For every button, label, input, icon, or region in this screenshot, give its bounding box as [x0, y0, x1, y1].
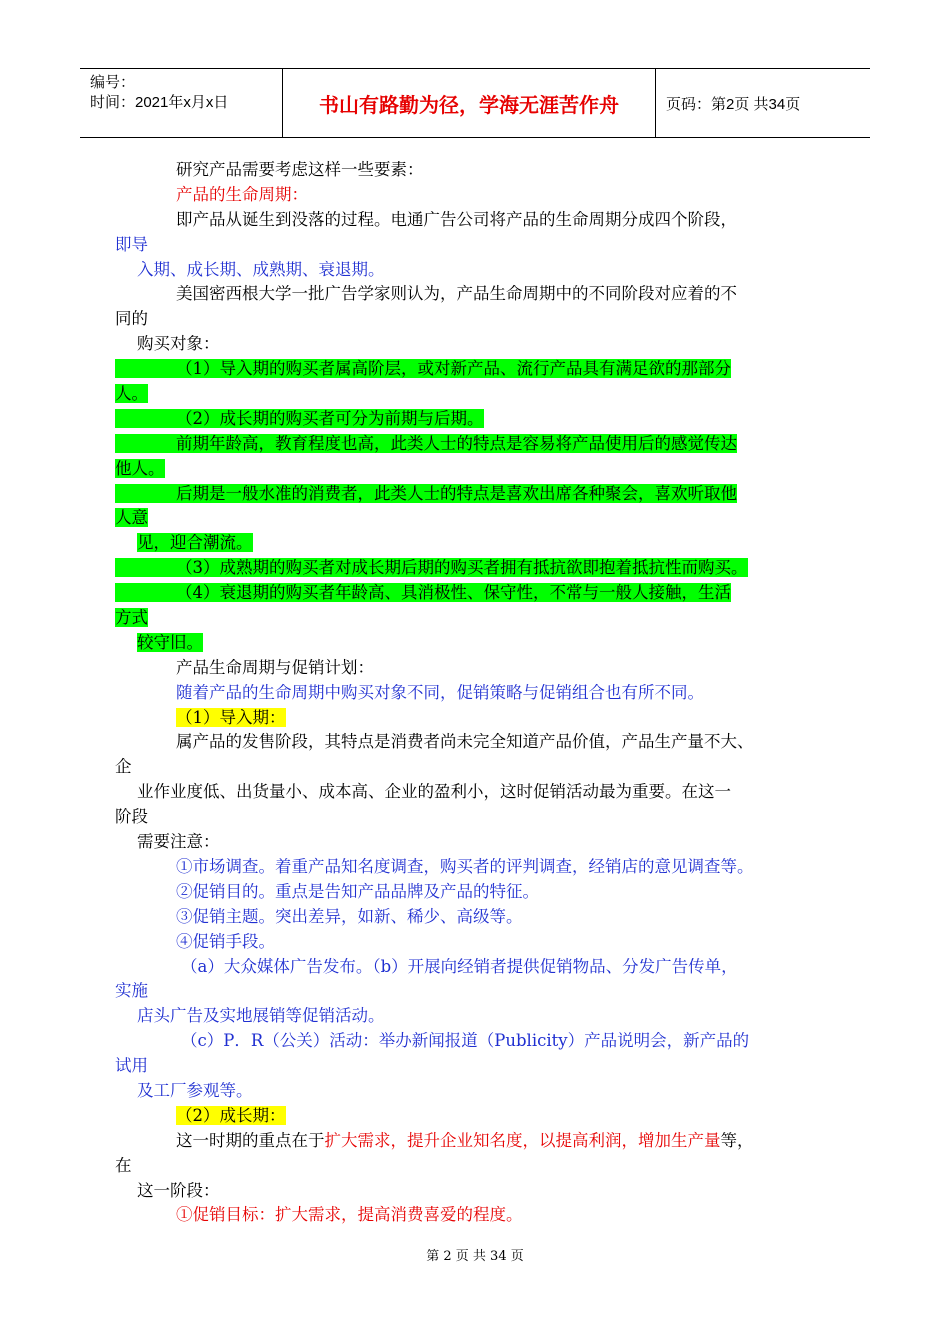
- text-line: [115, 482, 845, 507]
- text-line: 购买对象：: [137, 334, 220, 354]
- text-line: 这一阶段：: [137, 1180, 220, 1200]
- text-line: 随着产品的生命周期中购买对象不同，促销策略与促销组合也有所不同。: [176, 682, 704, 702]
- text-line: 企: [115, 757, 132, 777]
- highlighted-text: 见，迎合潮流。: [137, 533, 253, 553]
- time-label: 时间：2021年x月x日: [90, 94, 229, 111]
- number-label: 编号：: [90, 74, 136, 91]
- header-page-info: 页码：第2页 共34页: [666, 95, 801, 113]
- text-line: [115, 382, 845, 407]
- text-line: 研究产品需要考虑这样一些要素：: [176, 160, 424, 179]
- stage-heading: （2）成长期：: [176, 1105, 286, 1125]
- text-line: [115, 606, 845, 631]
- text-run: 这一时期的重点在于: [176, 1130, 325, 1150]
- highlighted-text: （1）导入期的购买者属高阶层，或对新产品、流行产品具有满足欲的那部分: [115, 359, 731, 378]
- text-line: [115, 631, 845, 656]
- text-line: 属产品的发售阶段，其特点是消费者尚未完全知道产品价值，产品生产量不大、: [176, 732, 754, 752]
- text-line: （a）大众媒体广告发布。（b）开展向经销者提供促销物品、分发广告传单，: [181, 956, 738, 976]
- text-line: [115, 432, 845, 457]
- highlighted-text: 后期是一般水准的消费者，此类人士的特点是喜欢出席各种聚会，喜欢听取他: [115, 484, 737, 503]
- text-line: [115, 457, 845, 482]
- text-line: 业作业度低、出货量小、成本高、企业的盈利小，这时促销活动最为重要。在这一: [137, 782, 731, 802]
- emphasis-text: 扩大需求，提升企业知名度，以提高利润，增加生产量: [324, 1130, 721, 1150]
- text-line: 店头广告及实地展销等促销活动。: [137, 1006, 385, 1026]
- text-line: 实施: [115, 981, 148, 1001]
- text-line: 试用: [115, 1056, 148, 1076]
- highlighted-text: 人。: [115, 384, 148, 404]
- text-line: 同的: [115, 309, 148, 329]
- stage-heading: （1）导入期：: [176, 707, 286, 727]
- text-line: [115, 556, 845, 581]
- page-header: [80, 68, 870, 138]
- highlighted-text: 较守旧。: [137, 632, 203, 652]
- highlighted-text: （2）成长期的购买者可分为前期与后期。: [115, 409, 484, 428]
- text-line: 产品生命周期与促销计划：: [176, 657, 374, 677]
- highlighted-text: 前期年龄高，教育程度也高，此类人士的特点是容易将产品使用后的感觉传达: [115, 434, 737, 453]
- highlighted-text: 人意: [115, 508, 148, 528]
- section-heading: 产品的生命周期：: [176, 184, 308, 204]
- list-item: ①促销目标：扩大需求，提高消费喜爱的程度。: [176, 1205, 523, 1225]
- text-line: [115, 357, 845, 382]
- text-line: 需要注意：: [137, 832, 220, 852]
- text-line: [115, 1129, 845, 1154]
- text-line: 即产品从诞生到没落的过程。电通广告公司将产品的生命周期分成四个阶段，: [176, 209, 737, 229]
- text-line: [115, 531, 845, 556]
- text-line: [115, 706, 845, 731]
- header-motto: 书山有路勤为径，学海无涯苦作舟: [282, 69, 656, 137]
- list-item: ④促销手段。: [176, 931, 275, 951]
- text-line: （c）P．R（公关）活动：举办新闻报道（Publicity）产品说明会，新产品的: [181, 1031, 750, 1051]
- list-item: ②促销目的。重点是告知产品品牌及产品的特征。: [176, 881, 539, 901]
- text-line: 入期、成长期、成熟期、衰退期。: [137, 259, 385, 279]
- highlighted-text: 方式: [115, 608, 148, 628]
- text-run: 等，: [720, 1130, 754, 1150]
- text-line: 即导: [115, 234, 148, 254]
- text-line: [115, 581, 845, 606]
- highlighted-text: 他人。: [115, 458, 165, 478]
- highlighted-text: （3）成熟期的购买者对成长期后期的购买者拥有抵抗欲即抱着抵抗性而购买。: [115, 558, 748, 577]
- document-body: [115, 158, 845, 1228]
- header-meta: [80, 69, 282, 137]
- text-line: 在: [115, 1155, 132, 1175]
- highlighted-text: （4）衰退期的购买者年龄高、具消极性、保守性，不常与一般人接触，生活: [115, 583, 731, 602]
- text-line: [115, 1104, 845, 1129]
- page-footer: 第 2 页 共 34 页: [426, 1249, 524, 1264]
- list-item: ③促销主题。突出差异，如新、稀少、高级等。: [176, 906, 523, 926]
- text-line: 美国密西根大学一批广告学家则认为，产品生命周期中的不同阶段对应着的不: [176, 284, 737, 304]
- text-line: 及工厂参观等。: [137, 1080, 253, 1100]
- text-line: 阶段: [115, 807, 148, 827]
- text-line: [115, 407, 845, 432]
- list-item: ①市场调查。着重产品知名度调查，购买者的评判调查，经销店的意见调查等。: [176, 856, 754, 876]
- text-line: [115, 506, 845, 531]
